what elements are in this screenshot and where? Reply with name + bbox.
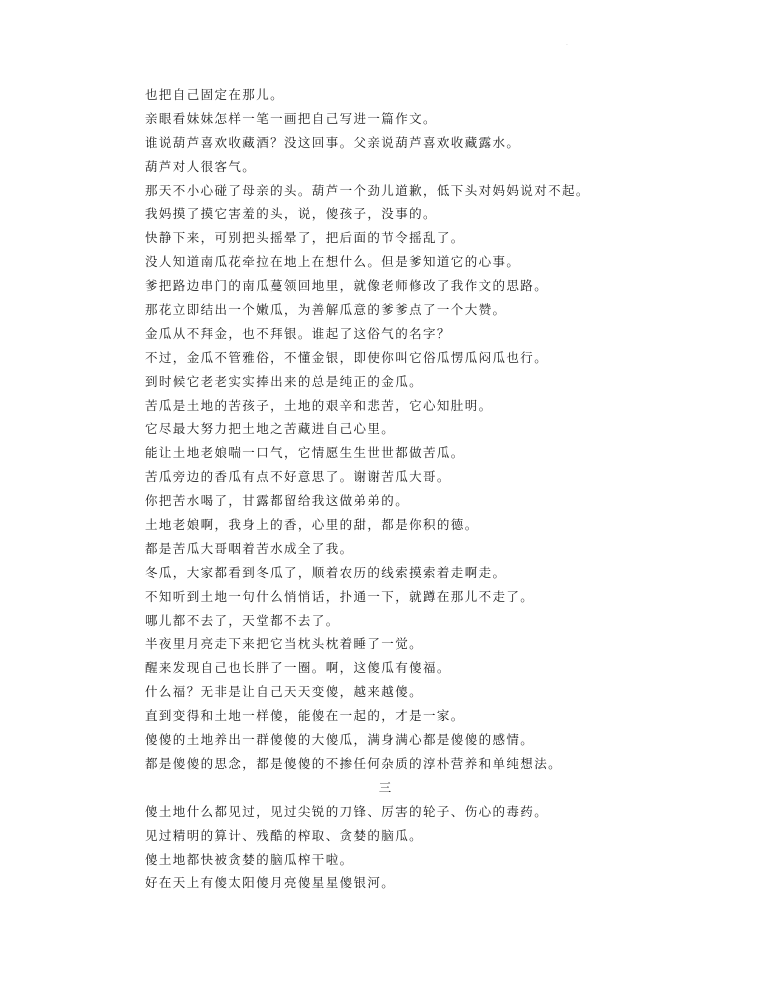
poem-line: 醒来发现自己也长胖了一圈。啊，这傻瓜有傻福。 xyxy=(145,660,451,676)
poem-line: 我妈摸了摸它害羞的头，说，傻孩子，没事的。 xyxy=(145,206,437,222)
poem-line: 不知听到土地一句什么悄悄话，扑通一下，就蹲在那儿不走了。 xyxy=(145,588,535,604)
header-mark: · xyxy=(566,42,568,49)
poem-line: 谁说葫芦喜欢收藏酒？没这回事。父亲说葫芦喜欢收藏露水。 xyxy=(145,134,521,150)
poem-line: 能让土地老娘喘一口气，它情愿生生世世都做苦瓜。 xyxy=(145,445,465,461)
poem-line: 没人知道南瓜花牵拉在地上在想什么。但是爹知道它的心事。 xyxy=(145,254,521,270)
poem-line: 见过精明的算计、残酷的榨取、贪婪的脑瓜。 xyxy=(145,827,424,843)
poem-line: 傻傻的土地养出一群傻傻的大傻瓜，满身满心都是傻傻的感情。 xyxy=(145,732,535,748)
poem-line: 半夜里月亮走下来把它当枕头枕着睡了一觉。 xyxy=(145,636,424,652)
poem-line: 哪儿都不去了，天堂都不去了。 xyxy=(145,612,340,628)
poem-line: 冬瓜，大家都看到冬瓜了，顺着农历的线索摸索着走啊走。 xyxy=(145,564,507,580)
poem-line: 也把自己固定在那儿。 xyxy=(145,87,285,102)
poem-line: 直到变得和土地一样傻，能傻在一起的，才是一家。 xyxy=(145,708,465,724)
poem-line: 苦瓜是土地的苦孩子，土地的艰辛和悲苦，它心知肚明。 xyxy=(145,397,493,413)
poem-line: 好在天上有傻太阳傻月亮傻星星傻银河。 xyxy=(145,875,396,891)
poem-line: 它尽最大努力把土地之苦藏进自己心里。 xyxy=(145,421,396,437)
poem-line: 都是傻傻的思念，都是傻傻的不掺任何杂质的淳朴营养和单纯想法。 xyxy=(145,755,563,771)
poem-line: 傻土地什么都见过，见过尖锐的刀锋、厉害的轮子、伤心的毒药。 xyxy=(145,803,549,819)
section-number: 三 xyxy=(378,779,392,795)
poem-line: 葫芦对人很客气。 xyxy=(145,158,257,174)
poem-line: 不过，金瓜不管雅俗，不懂金银，即使你叫它俗瓜愣瓜闷瓜也行。 xyxy=(145,349,549,365)
poem-line: 快静下来，可别把头摇晕了，把后面的节令摇乱了。 xyxy=(145,230,465,246)
poem-line: 傻土地都快被贪婪的脑瓜榨干啦。 xyxy=(145,851,354,867)
poem-body xyxy=(145,83,665,895)
poem-line: 那花立即结出一个嫩瓜，为善解瓜意的爹爹点了一个大赞。 xyxy=(145,302,507,318)
poem-line: 爹把路边串门的南瓜蔓领回地里，就像老师修改了我作文的思路。 xyxy=(145,278,549,294)
poem-line: 苦瓜旁边的香瓜有点不好意思了。谢谢苦瓜大哥。 xyxy=(145,469,451,485)
poem-line: 什么福？无非是让自己天天变傻，越来越傻。 xyxy=(145,684,424,700)
poem-line: 亲眼看妹妹怎样一笔一画把自己写进一篇作文。 xyxy=(145,110,437,126)
poem-line: 都是苦瓜大哥咽着苦水成全了我。 xyxy=(145,540,354,556)
poem-line: 土地老娘啊，我身上的香，心里的甜，都是你积的德。 xyxy=(145,517,479,533)
poem-line: 那天不小心碰了母亲的头。葫芦一个劲儿道歉，低下头对妈妈说对不起。 xyxy=(145,182,590,198)
poem-line: 金瓜从不拜金，也不拜银。谁起了这俗气的名字？ xyxy=(145,325,451,341)
poem-line: 你把苦水喝了，甘露都留给我这做弟弟的。 xyxy=(145,493,410,509)
poem-line: 到时候它老老实实捧出来的总是纯正的金瓜。 xyxy=(145,373,424,389)
